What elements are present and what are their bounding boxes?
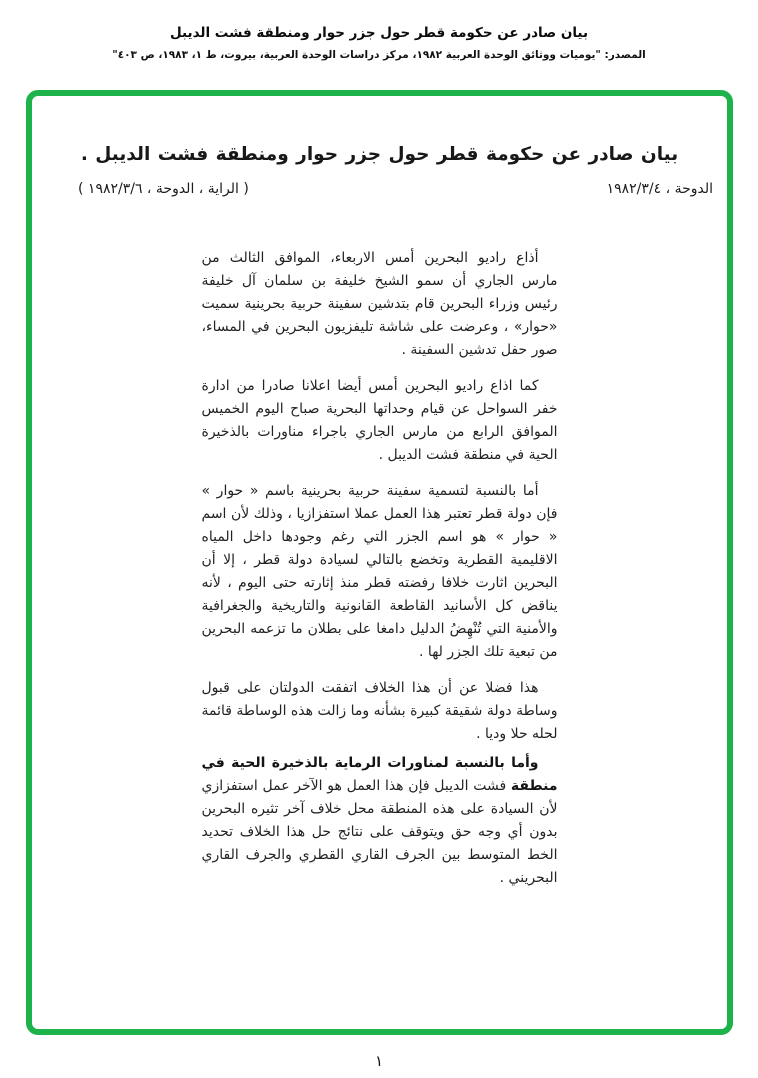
document-title: بيان صادر عن حكومة قطر حول جزر حوار ومنطقة فشت الديبل . [80, 144, 679, 165]
paragraph-4: هذا فضلا عن أن هذا الخلاف اتفقت الدولتان على قبول وساطة دولة شقيقة كبيرة بشأنه وما زالت هذه الوساطة قائمة لحله حلا وديا . [201, 680, 558, 742]
paragraph-5 [202, 752, 558, 890]
paragraph-5-rest: فشت الديبل فإن هذا العمل هو الآخر عمل استفزازي لأن السيادة على هذه المنطقة محل خلاف آخر تثيره البحرين بدون أي وجه حق ويتوقف على نتائج حل هذا الخلاف تحديد الخط المتوسط بين الجرف القاري القطري والجرف القاري البحريني . [201, 778, 558, 886]
document-body [202, 247, 558, 890]
page-header [0, 0, 758, 61]
page-header-title: بيان صادر عن حكومة قطر حول جزر حوار ومنطقة فشت الديبل [169, 25, 589, 41]
paragraph-3: أما بالنسبة لتسمية سفينة حربية بحرينية باسم « حوار » فإن دولة قطر تعتبر هذا العمل عملا استفزازيا ، وذلك لأن اسم « حوار » هو اسم الجزر التي رغم وجودها داخل المياه الاقليمية القطرية وتخضع بالتالي لسيادة دولة قطر ، إلا أن البحرين اثارت خلافا رفضته قطر منذ إثارته حتى اليوم ، لأنه يناقض كل الأسانيد القاطعة القانونية والتاريخية والجغرافية والأمنية التي تُنْهِضُ الدليل دامغا على بطلان ما تزعمه البحرين من تبعية تلك الجزر لها . [201, 483, 558, 660]
paragraph-1: أذاع راديو البحرين أمس الاربعاء، الموافق الثالث من مارس الجاري أن سمو الشيخ خليفة بن سلمان آل خليفة رئيس وزراء البحرين قام بتدشين سفينة حربية بحرينية سميت «حوار» ، وعرضت على شاشة تليفزيون البحرين في المساء، صور حفل تدشين السفينة . [201, 250, 558, 358]
document-frame [26, 90, 733, 1035]
page-number: ١ [374, 1052, 384, 1070]
paragraph-5-bold-lead: وأما بالنسبة لمناورات الرماية بالذخيرة الحية في منطقة [201, 755, 558, 794]
dateline-place-date: الدوحة ، ١٩٨٢/٣/٤ [606, 181, 713, 197]
paragraph-2: كما اذاع راديو البحرين أمس أيضا اعلانا صادرا من ادارة خفر السواحل عن قيام وحداتها البحرية صباح اليوم الخميس الموافق الرابع من مارس الجاري باجراء مناورات بالذخيرة الحية في منطقة فشت الديبل . [201, 378, 558, 463]
page-header-source-citation: المصدر: "يوميات ووثائق الوحدة العربية ١٩٨٢، مركز دراسات الوحدة العربية، بيروت، ط ١، ١٩٨٣، ص ٤٠٣" [112, 49, 646, 61]
dateline-publication-ref: ( الراية ، الدوحة ، ١٩٨٢/٣/٦ ) [78, 181, 249, 197]
document-dateline [32, 165, 727, 197]
